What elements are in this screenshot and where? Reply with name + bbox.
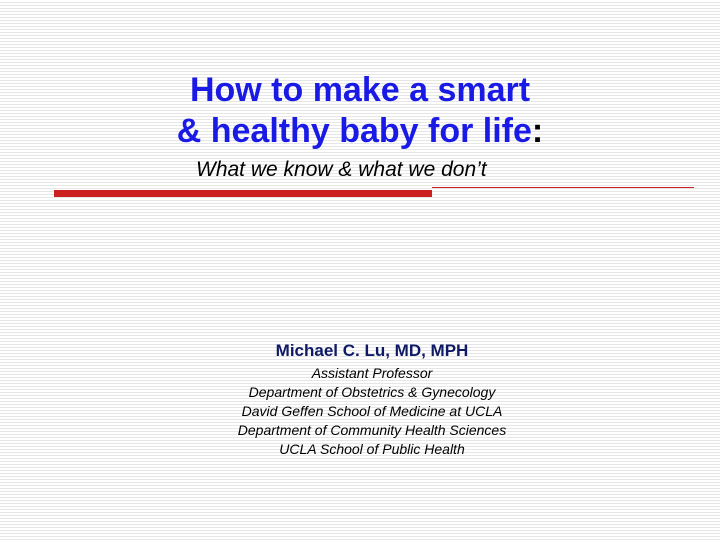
title-colon: : [531,112,544,150]
affiliation-line: UCLA School of Public Health [279,441,465,457]
slide-subtitle: What we know & what we don’t [196,158,487,181]
affiliation-line: Department of Community Health Sciences [237,422,507,438]
divider-rule-thick [54,190,432,197]
title-line-2 [0,111,720,152]
author-name: Michael C. Lu, MD, MPH [275,341,469,360]
affiliation-line: David Geffen School of Medicine at UCLA [241,403,503,419]
slide-title [0,70,720,152]
title-line-2-text: & healthy baby for life [176,112,532,150]
divider-rule-thin [432,187,694,188]
affiliation-line: Department of Obstetrics & Gynecology [248,384,496,400]
title-line-1: How to make a smart [189,71,531,109]
affiliation-line: Assistant Professor [311,365,433,381]
author-affiliations [0,364,720,459]
